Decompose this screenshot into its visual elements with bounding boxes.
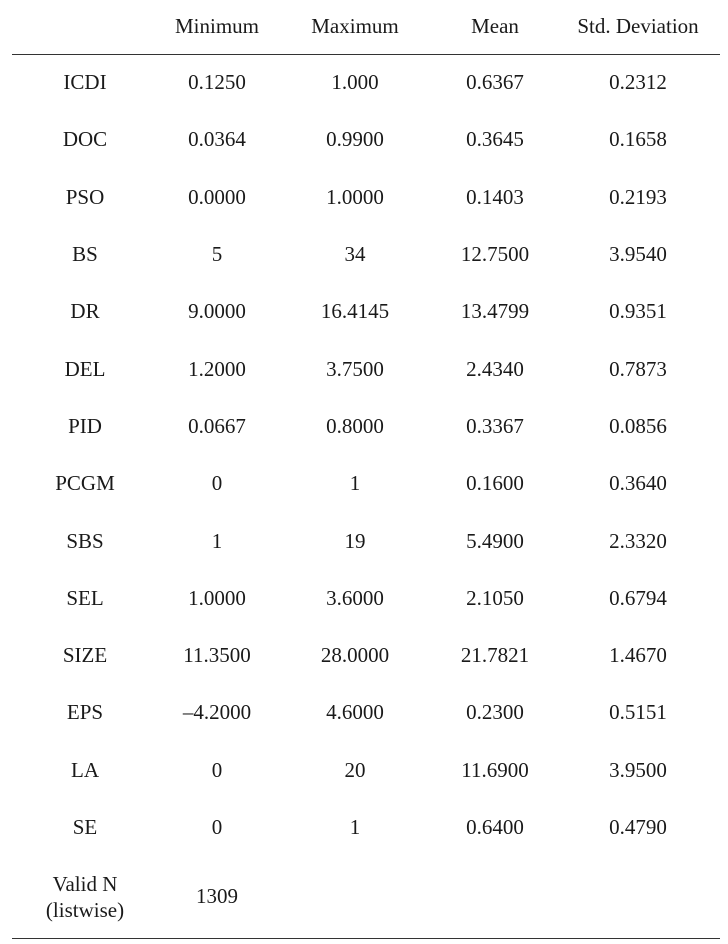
cell-maximum: 4.6000 bbox=[326, 700, 384, 725]
valid-n-std-deviation bbox=[556, 856, 720, 938]
table-row bbox=[12, 684, 720, 741]
cell-mean: 11.6900 bbox=[461, 757, 529, 782]
cell-mean: 0.3367 bbox=[466, 413, 524, 438]
table-row bbox=[12, 169, 720, 226]
cell-maximum: 1.000 bbox=[331, 70, 379, 95]
cell-std-deviation: 0.9351 bbox=[609, 299, 667, 324]
cell-minimum: 1 bbox=[211, 528, 223, 553]
header-maximum: Maximum bbox=[276, 0, 434, 54]
cell-maximum: 1 bbox=[349, 815, 361, 839]
cell-minimum: 0.0364 bbox=[188, 127, 246, 152]
cell-minimum: 0.0667 bbox=[188, 413, 246, 438]
cell-maximum: 0.9900 bbox=[326, 127, 384, 152]
cell-maximum: 1.0000 bbox=[326, 184, 384, 209]
cell-mean: 0.1403 bbox=[466, 184, 524, 209]
cell-minimum: 5 bbox=[211, 242, 223, 267]
header-std-deviation: Std. Deviation bbox=[556, 0, 720, 54]
cell-std-deviation: 0.2312 bbox=[609, 70, 667, 95]
cell-variable: DEL bbox=[64, 356, 106, 381]
cell-mean: 13.4799 bbox=[460, 299, 530, 324]
cell-minimum: 9.0000 bbox=[188, 299, 246, 324]
cell-mean: 5.4900 bbox=[466, 528, 524, 553]
cell-minimum: 1.0000 bbox=[188, 585, 246, 610]
cell-minimum: 11.3500 bbox=[183, 643, 251, 668]
cell-std-deviation: 0.0856 bbox=[609, 413, 667, 438]
valid-n-label-line1: Valid N bbox=[52, 871, 118, 896]
cell-std-deviation: 3.9500 bbox=[609, 757, 667, 782]
cell-variable: SE bbox=[72, 815, 98, 839]
cell-maximum: 20 bbox=[344, 757, 366, 782]
valid-n-mean bbox=[434, 856, 556, 938]
table-row bbox=[12, 54, 720, 111]
cell-std-deviation: 2.3320 bbox=[609, 528, 667, 553]
cell-std-deviation: 0.7873 bbox=[609, 356, 667, 381]
cell-variable: DR bbox=[70, 299, 100, 324]
header-variable bbox=[12, 0, 158, 54]
cell-std-deviation: 0.5151 bbox=[609, 700, 667, 725]
table-row bbox=[12, 340, 720, 397]
cell-maximum: 0.8000 bbox=[326, 413, 384, 438]
table-row bbox=[12, 627, 720, 684]
cell-maximum: 28.0000 bbox=[320, 643, 390, 668]
cell-mean: 2.4340 bbox=[466, 356, 524, 381]
cell-maximum: 34 bbox=[344, 242, 366, 267]
cell-mean: 0.6400 bbox=[466, 815, 524, 839]
cell-variable: BS bbox=[72, 242, 98, 267]
table-row bbox=[12, 512, 720, 569]
table-row bbox=[12, 455, 720, 512]
header-mean: Mean bbox=[434, 0, 556, 54]
cell-std-deviation: 0.2193 bbox=[609, 184, 667, 209]
table-row bbox=[12, 111, 720, 168]
cell-std-deviation: 1.4670 bbox=[609, 643, 667, 668]
descriptive-statistics-table bbox=[12, 0, 720, 939]
table-row bbox=[12, 226, 720, 283]
valid-n-maximum bbox=[276, 856, 434, 938]
cell-variable: EPS bbox=[66, 700, 104, 725]
cell-minimum: 0.0000 bbox=[188, 184, 246, 209]
cell-std-deviation: 0.3640 bbox=[609, 471, 667, 496]
cell-minimum: 0 bbox=[211, 471, 223, 496]
cell-variable: SBS bbox=[66, 528, 104, 553]
cell-maximum: 19 bbox=[344, 528, 366, 553]
cell-variable: PID bbox=[68, 413, 102, 438]
cell-mean: 2.1050 bbox=[466, 585, 524, 610]
valid-n-row bbox=[12, 856, 720, 938]
table-header-row bbox=[12, 0, 720, 54]
valid-n-label-line2: (listwise) bbox=[45, 897, 125, 922]
cell-mean: 0.2300 bbox=[466, 700, 524, 725]
cell-mean: 21.7821 bbox=[460, 643, 530, 668]
cell-minimum: 0.1250 bbox=[188, 70, 246, 95]
cell-std-deviation: 0.4790 bbox=[609, 815, 667, 839]
cell-maximum: 3.6000 bbox=[326, 585, 384, 610]
cell-variable: SEL bbox=[66, 585, 104, 610]
cell-maximum: 3.7500 bbox=[326, 356, 384, 381]
cell-variable: PCGM bbox=[55, 471, 115, 496]
valid-n-label bbox=[12, 856, 158, 938]
cell-minimum: 1.2000 bbox=[188, 356, 246, 381]
cell-mean: 12.7500 bbox=[460, 242, 530, 267]
cell-maximum: 16.4145 bbox=[320, 299, 390, 324]
cell-variable: DOC bbox=[62, 127, 108, 152]
cell-minimum: 0 bbox=[211, 815, 223, 839]
table-row bbox=[12, 398, 720, 455]
cell-minimum: –4.2000 bbox=[182, 700, 252, 725]
cell-mean: 0.1600 bbox=[466, 471, 524, 496]
cell-std-deviation: 0.1658 bbox=[609, 127, 667, 152]
table-row bbox=[12, 283, 720, 340]
table-row bbox=[12, 570, 720, 627]
cell-variable: SIZE bbox=[62, 643, 108, 668]
cell-std-deviation: 0.6794 bbox=[609, 585, 667, 610]
cell-maximum: 1 bbox=[349, 471, 361, 496]
cell-variable: ICDI bbox=[63, 70, 107, 95]
table-row bbox=[12, 799, 720, 856]
cell-mean: 0.3645 bbox=[466, 127, 524, 152]
cell-variable: PSO bbox=[65, 184, 105, 209]
table-row bbox=[12, 742, 720, 799]
cell-mean: 0.6367 bbox=[466, 70, 524, 95]
cell-variable: LA bbox=[71, 757, 99, 782]
valid-n-minimum: 1309 bbox=[158, 856, 276, 938]
cell-minimum: 0 bbox=[211, 757, 223, 782]
header-minimum: Minimum bbox=[158, 0, 276, 54]
cell-std-deviation: 3.9540 bbox=[609, 242, 667, 267]
